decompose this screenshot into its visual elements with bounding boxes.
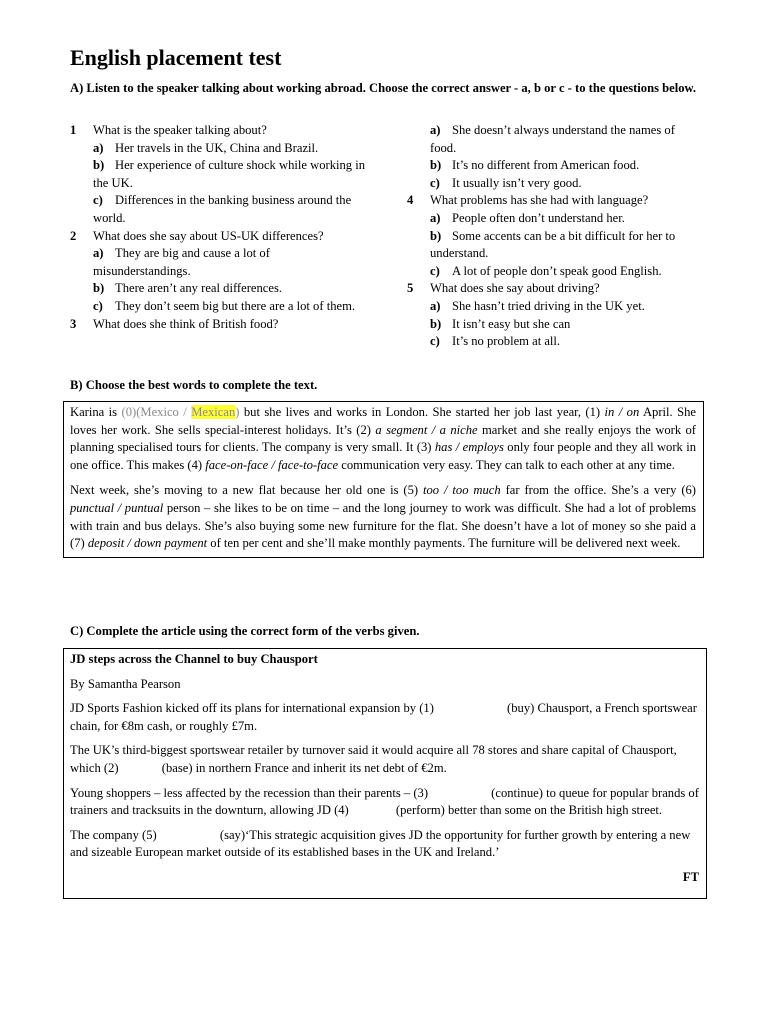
text-segment: JD Sports Fashion kicked off its plans for international expansion by (1) xyxy=(70,701,438,716)
option-letter: b) xyxy=(430,228,442,243)
option-a xyxy=(93,140,370,158)
text-segment: communication very easy. They can talk to each other at any time. xyxy=(338,457,675,472)
question-number: 5 xyxy=(407,281,414,296)
option-letter: a) xyxy=(430,123,441,137)
article-headline: JD steps across the Channel to buy Chausport xyxy=(70,652,318,666)
text-segment: The company (5) xyxy=(70,827,160,842)
option-letter: a) xyxy=(93,246,104,261)
text-segment: Karina is xyxy=(70,405,122,419)
choice-7: deposit / down payment xyxy=(87,536,208,551)
option-text: There aren’t any real differences. xyxy=(115,281,283,296)
verb-5: (say) xyxy=(219,827,246,842)
option-a xyxy=(430,122,697,157)
article-source: FT xyxy=(682,869,699,884)
question-number: 3 xyxy=(70,316,77,331)
text-segment: in northern France and inherit its net debt of €2m. xyxy=(192,760,447,775)
text-segment: market and she really enjoys the work of planning specialised tours for clients. The company is very small. It (3) xyxy=(70,422,697,455)
option-text: People often don’t understand her. xyxy=(452,210,625,225)
option-b xyxy=(430,228,697,263)
option-b xyxy=(93,157,370,192)
option-text: It isn’t easy but she can xyxy=(452,316,571,331)
section-a-right-column xyxy=(407,122,697,351)
option-text: Differences in the banking business around the world. xyxy=(93,193,352,225)
text-segment: person – she likes to be on time – and the long journey to work was difficult. She had a lot of problems with train and bus delays. She’s also buying some new furniture for the flat. She doesn’t have a lot of money so she paid a (7) xyxy=(70,500,696,551)
option-letter: b) xyxy=(93,158,105,173)
text-segment: Chausport, a French sportswear chain, for €8m cash, or roughly £7m. xyxy=(70,701,697,733)
option-text: It’s no problem at all. xyxy=(452,334,561,349)
option-letter: b) xyxy=(430,316,442,331)
section-b-paragraph-2 xyxy=(70,482,696,552)
option-b xyxy=(430,316,697,334)
section-b-text-box xyxy=(63,401,704,558)
choice-2: a segment / a niche xyxy=(375,422,478,437)
option-a xyxy=(430,298,697,316)
text-segment: but she lives and works in London. She started her job last year, (1) xyxy=(239,405,605,419)
option-letter: a) xyxy=(430,298,441,313)
section-b-paragraph-1 xyxy=(70,404,696,474)
text-segment: The UK’s third-biggest sportswear retailer by turnover said it would acquire all 78 stores and share capital of Chausport, which (2) xyxy=(70,743,677,775)
text-segment: only four people and they all work in one office. This makes (4) xyxy=(70,440,697,472)
section-c-instruction: C) Complete the article using the correct form of the verbs given. xyxy=(70,624,420,638)
text-segment: of ten per cent and she’ll make monthly payments. The furniture will be delivered next week. xyxy=(207,536,681,551)
section-b-instruction: B) Choose the best words to complete the text. xyxy=(70,378,318,392)
option-b xyxy=(93,280,370,298)
question-1 xyxy=(70,122,370,228)
option-c xyxy=(430,263,697,281)
question-text: What does she think of British food? xyxy=(93,316,279,331)
question-4 xyxy=(407,192,697,280)
question-text: What does she say about driving? xyxy=(430,281,600,296)
question-3 xyxy=(70,316,370,334)
question-number: 2 xyxy=(70,228,77,243)
option-c xyxy=(430,333,697,351)
example-answer-highlight: Mexican xyxy=(191,405,236,419)
article-paragraph-3 xyxy=(70,785,699,820)
example-number: (0) xyxy=(121,405,137,419)
section-a-instruction: A) Listen to the speaker talking about working abroad. Choose the correct answer - a, b or c - to the questions below. xyxy=(70,81,697,95)
question-2 xyxy=(70,228,370,316)
section-a-left-column xyxy=(70,122,370,333)
option-text: A lot of people don’t speak good English. xyxy=(452,263,662,278)
article-paragraph-2 xyxy=(70,742,699,777)
choice-5: too / too much xyxy=(423,483,501,498)
example-close: ) xyxy=(235,405,240,419)
article-paragraph-1 xyxy=(70,700,699,735)
option-letter: c) xyxy=(430,263,440,278)
choice-1: in / on xyxy=(604,405,640,419)
option-c xyxy=(430,175,697,193)
verb-1: (buy) xyxy=(507,701,535,716)
option-text: Some accents can be a bit difficult for her to understand. xyxy=(430,228,676,261)
choice-3: has / employs xyxy=(434,440,504,455)
article-paragraph-4 xyxy=(70,827,699,862)
question-text: What does she say about US-UK differences? xyxy=(93,228,324,243)
question-3-options xyxy=(407,122,697,192)
verb-3: (continue) xyxy=(491,785,543,800)
option-letter: b) xyxy=(93,281,105,296)
option-text: Her experience of culture shock while working in the UK. xyxy=(93,158,366,190)
text-segment: to queue for popular brands of trainers and tracksuits in the downturn, allowing JD (4) xyxy=(70,785,699,818)
question-text: What problems has she had with language? xyxy=(430,193,649,208)
question-number: 1 xyxy=(70,123,77,137)
text-segment: Next week, she’s moving to a new flat because her old one is (5) xyxy=(70,483,423,498)
text-segment: April. She loves her work. She sells special-interest holidays. It’s (2) xyxy=(70,405,697,437)
option-text: They don’t seem big but there are a lot of them. xyxy=(115,298,356,313)
option-letter: c) xyxy=(93,298,103,313)
question-number: 4 xyxy=(407,193,414,208)
question-5 xyxy=(407,280,697,350)
verb-2: (base) xyxy=(161,760,193,775)
text-segment: better than some on the British high street. xyxy=(444,803,663,818)
option-text: It usually isn’t very good. xyxy=(452,175,582,190)
question-text: What is the speaker talking about? xyxy=(93,123,267,137)
option-letter: c) xyxy=(430,175,440,190)
text-segment: far from the office. She’s a very (6) xyxy=(500,483,696,498)
option-letter: a) xyxy=(93,140,104,155)
section-c-article-box xyxy=(63,648,707,899)
option-text: It’s no different from American food. xyxy=(452,158,640,173)
option-letter: c) xyxy=(93,193,103,208)
option-letter: c) xyxy=(430,334,440,349)
option-text: They are big and cause a lot of misunderstandings. xyxy=(93,246,270,278)
option-c xyxy=(93,298,370,316)
option-text: She hasn’t tried driving in the UK yet. xyxy=(452,298,645,313)
option-a xyxy=(430,210,697,228)
choice-4: face-on-face / face-to-face xyxy=(205,457,339,472)
choice-6: punctual / puntual xyxy=(70,500,164,515)
example-open: (Mexico / xyxy=(136,405,192,419)
verb-4: (perform) xyxy=(395,803,445,818)
option-letter: b) xyxy=(430,158,442,173)
option-letter: a) xyxy=(430,210,441,225)
option-c xyxy=(93,192,370,227)
article-byline: By Samantha Pearson xyxy=(70,676,181,691)
text-segment: ‘This strategic acquisition gives JD the opportunity for further growth by entering a new and sizeable European market outside of its established bases in the UK and Ireland.’ xyxy=(70,827,691,860)
option-a xyxy=(93,245,370,280)
option-text: She doesn’t always understand the names of food. xyxy=(430,123,675,155)
option-b xyxy=(430,157,697,175)
page-title: English placement test xyxy=(70,45,282,70)
option-text: Her travels in the UK, China and Brazil. xyxy=(115,140,319,155)
text-segment: Young shoppers – less affected by the recession than their parents – (3) xyxy=(70,785,432,800)
